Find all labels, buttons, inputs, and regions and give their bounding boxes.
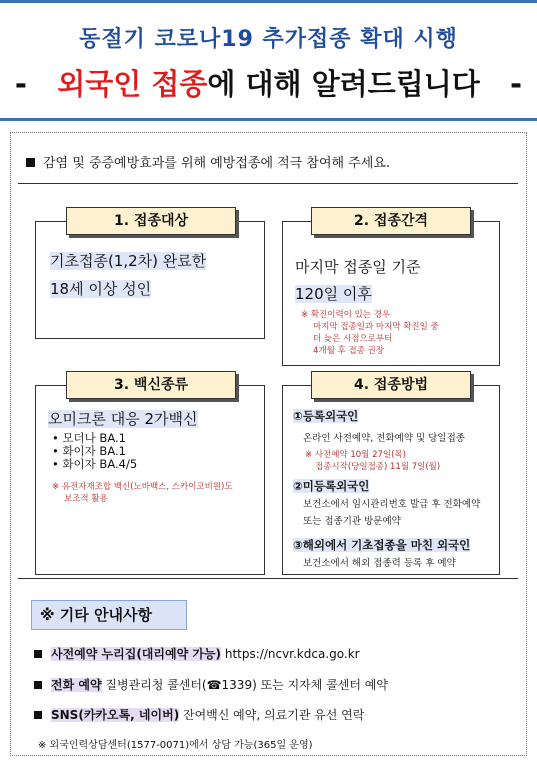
intro-line <box>26 152 390 171</box>
title-line-2 <box>0 62 537 103</box>
method-b-line-1: 보건소에서 임시관리번호 발급 후 전화예약 <box>303 499 481 510</box>
section-vaccine-box <box>35 385 265 575</box>
square-bullet-icon <box>34 650 42 658</box>
method-c-line: 보건소에서 해외 접종력 등록 후 예약 <box>303 558 456 569</box>
interval-note-2: 마지막 접종일과 마지막 확진일 중 <box>313 322 439 332</box>
intro-text: 감염 및 중증예방효과를 위해 예방접종에 적극 참여해 주세요. <box>43 156 391 171</box>
title-line-1: 동절기 코로나19 추가접종 확대 시행 <box>79 27 458 52</box>
method-a-note-2: 접종시작(당일접종) 11월 7일(월) <box>315 462 441 472</box>
section-method-header: 4. 접종방법 <box>311 371 471 399</box>
etc-row-phone-key: 전화 예약 <box>51 678 102 692</box>
interval-line-2: 120일 이후 <box>295 285 372 303</box>
etc-row-phone-value: 질병관리청 콜센터(☎1339) 또는 지자체 콜센터 예약 <box>101 678 388 692</box>
vaccine-list <box>52 432 137 471</box>
method-a-note-1: ※ 사전예약 10월 27일(목) <box>305 450 406 460</box>
etc-row-sns-value: 잔여백신 예약, 의료기관 유선 연락 <box>179 708 365 722</box>
square-bullet-icon <box>26 158 35 167</box>
etc-row-website <box>34 645 360 662</box>
title-rest: 에 대해 알려드립니다 <box>207 67 480 101</box>
method-a-title: ①등록외국인 <box>293 409 359 423</box>
square-bullet-icon <box>34 681 42 689</box>
section-interval-box <box>282 221 500 366</box>
section-vaccine-header: 3. 백신종류 <box>66 371 236 399</box>
target-line-1: 기초접종(1,2차) 완료한 <box>50 252 207 270</box>
sections-divider <box>18 578 518 579</box>
title-dash-left: - <box>14 67 27 101</box>
etc-row-website-url[interactable]: https://ncvr.kdca.go.kr <box>221 647 360 661</box>
interval-line-1: 마지막 접종일 기준 <box>295 258 421 276</box>
etc-title: ※ 기타 안내사항 <box>31 600 187 630</box>
vaccine-item: • 화이자 BA.4/5 <box>52 457 138 471</box>
title-highlight: 외국인 접종 <box>57 67 208 101</box>
method-c-title: ③해외에서 기초접종을 마친 외국인 <box>293 538 471 552</box>
vaccine-item: • 화이자 BA.1 <box>52 444 126 458</box>
etc-row-phone <box>34 676 388 693</box>
section-interval-header: 2. 접종간격 <box>311 207 471 235</box>
intro-divider <box>18 183 518 184</box>
section-target-box <box>35 221 265 339</box>
interval-note-1: ※ 확진이력이 있는 경우 <box>301 310 391 320</box>
target-line-2: 18세 이상 성인 <box>50 280 152 298</box>
method-b-title: ②미등록외국인 <box>293 479 370 493</box>
etc-row-sns-key: SNS(카카오톡, 네이버) <box>51 708 180 722</box>
vaccine-line-1: 오미크론 대응 2가백신 <box>48 410 198 428</box>
section-target-header: 1. 접종대상 <box>66 207 236 235</box>
top-rule <box>0 0 537 3</box>
method-a-line: 온라인 사전예약, 전화예약 및 당일접종 <box>303 433 465 444</box>
vaccine-note-1: ※ 유전자재조합 백신(노바백스, 스카이코비원)도 <box>52 482 233 492</box>
method-b-line-2: 또는 접종기관 방문예약 <box>303 516 401 527</box>
square-bullet-icon <box>34 711 42 719</box>
bottom-note: ※ 외국인력상담센터(1577-0071)에서 상담 가능(365일 운영) <box>38 740 313 751</box>
vaccine-item: • 모더나 BA.1 <box>52 431 126 445</box>
title-separator <box>0 118 537 121</box>
interval-note-3: 더 늦은 시점으로부터 <box>313 334 393 344</box>
etc-row-sns <box>34 706 364 723</box>
etc-row-website-key: 사전예약 누리집(대리예약 가능) <box>51 647 222 661</box>
title-dash-right: - <box>510 67 523 101</box>
vaccine-note-2: 보조적 활용 <box>64 494 108 504</box>
section-method-box <box>282 385 500 575</box>
interval-note-4: 4개월 후 접종 권장 <box>313 346 384 356</box>
